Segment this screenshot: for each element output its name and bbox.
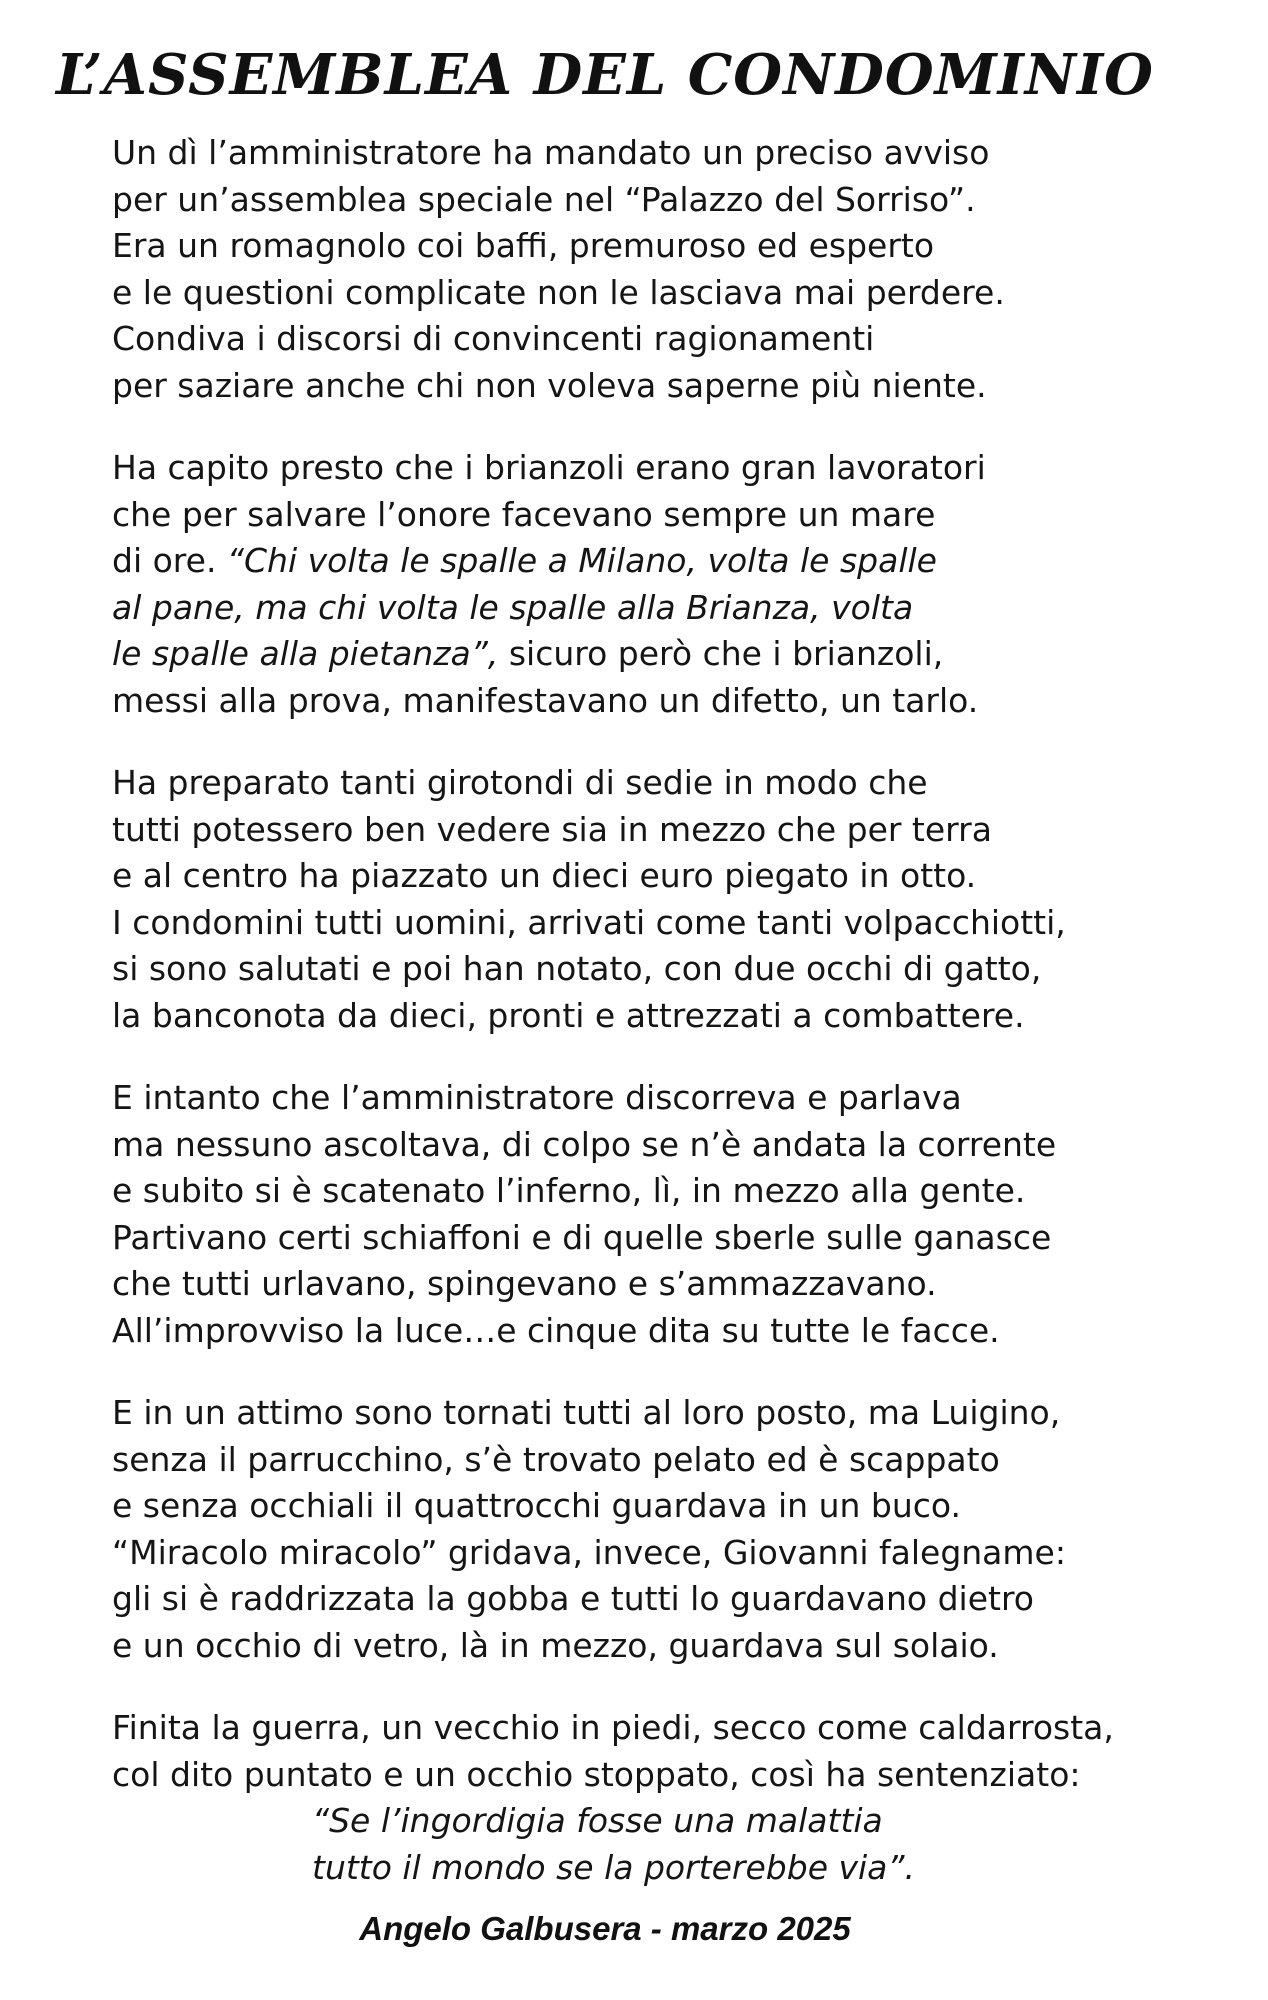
poem-title: L’ASSEMBLEA DEL CONDOMINIO: [56, 42, 1154, 108]
poem-line: si sono salutati e poi han notato, con due occhi di gatto,: [112, 949, 1042, 988]
poem-line: e le questioni complicate non le lasciava mai perdere.: [112, 272, 1005, 312]
poem-line: [112, 538, 1242, 585]
poem-line-plain: sicuro però che i brianzoli,: [498, 634, 944, 673]
stanza-3: [112, 760, 1242, 1039]
poem-line: e subito si è scatenato l’inferno, lì, in mezzo alla gente.: [112, 1171, 1026, 1210]
poem-line-plain: di ore.: [112, 541, 227, 580]
poem-line: E intanto che l’amministratore discorreva e parlava: [112, 1078, 962, 1117]
poem-line: Partivano certi schiaffoni e di quelle sberle sulle ganasce: [112, 1217, 1052, 1257]
proverb-quote: le spalle alla pietanza”,: [112, 634, 499, 673]
poem-line: “Miracolo miracolo” gridava, invece, Giovanni falegname:: [112, 1532, 1066, 1572]
poem-line: per un’assemblea speciale nel “Palazzo del Sorriso”.: [112, 179, 976, 219]
poem-line: che tutti urlavano, spingevano e s’ammazzavano.: [112, 1264, 937, 1303]
poem-line: E in un attimo sono tornati tutti al loro posto, ma Luigino,: [112, 1393, 1061, 1432]
poem-line: Condiva i discorsi di convincenti ragionamenti: [112, 319, 875, 358]
stanza-5: [112, 1390, 1242, 1669]
poem-line: All’improvviso la luce…e cinque dita su tutte le facce.: [112, 1310, 1000, 1350]
proverb-quote: al pane, ma chi volta le spalle alla Brianza, volta: [112, 587, 914, 627]
stanza-1: [112, 130, 1242, 409]
poem-line: [112, 631, 1242, 678]
stanza-6: [112, 1705, 1242, 1891]
poem-body: [112, 130, 1242, 1927]
poem-line: che per salvare l’onore facevano sempre un mare: [112, 494, 936, 534]
stanza-4: [112, 1075, 1242, 1354]
author-signature: Angelo Galbusera - marzo 2025: [359, 1910, 851, 1947]
poem-line: Un dì l’amministratore ha mandato un preciso avviso: [112, 133, 990, 172]
poem-line: Ha preparato tanti girotondi di sedie in modo che: [112, 763, 928, 802]
poem-line: e un occhio di vetro, là in mezzo, guardava sul solaio.: [112, 1625, 999, 1665]
poem-line: tutti potessero ben vedere sia in mezzo che per terra: [112, 809, 992, 849]
poem-line: gli si è raddrizzata la gobba e tutti lo guardavano dietro: [112, 1579, 1034, 1618]
closing-quote-line: tutto il mondo se la porterebbe via”.: [312, 1847, 915, 1887]
poem-line: ma nessuno ascoltava, di colpo se n’è andata la corrente: [112, 1124, 1057, 1164]
poem-line: senza il parrucchino, s’è trovato pelato ed è scappato: [112, 1439, 1000, 1479]
poem-line: Ha capito presto che i brianzoli erano gran lavoratori: [112, 448, 986, 487]
poem-line: la banconota da dieci, pronti e attrezzati a combattere.: [112, 995, 1025, 1035]
poem-line: col dito puntato e un occhio stoppato, così ha sentenziato:: [112, 1754, 1081, 1794]
poem-line: Era un romagnolo coi baffi, premuroso ed esperto: [112, 226, 935, 265]
closing-quote-line: “Se l’ingordigia fosse una malattia: [312, 1801, 883, 1840]
poem-line: messi alla prova, manifestavano un difetto, un tarlo.: [112, 680, 979, 720]
poem-line: Finita la guerra, un vecchio in piedi, secco come caldarrosta,: [112, 1708, 1114, 1747]
poem-line: I condomini tutti uomini, arrivati come tanti volpacchiotti,: [112, 902, 1066, 942]
proverb-quote: “Chi volta le spalle a Milano, volta le spalle: [226, 541, 937, 580]
poem-line: e senza occhiali il quattrocchi guardava in un buco.: [112, 1486, 962, 1525]
poem-line: per saziare anche chi non voleva saperne più niente.: [112, 365, 987, 405]
poem-line: e al centro ha piazzato un dieci euro piegato in otto.: [112, 856, 977, 895]
stanza-2: [112, 445, 1242, 724]
